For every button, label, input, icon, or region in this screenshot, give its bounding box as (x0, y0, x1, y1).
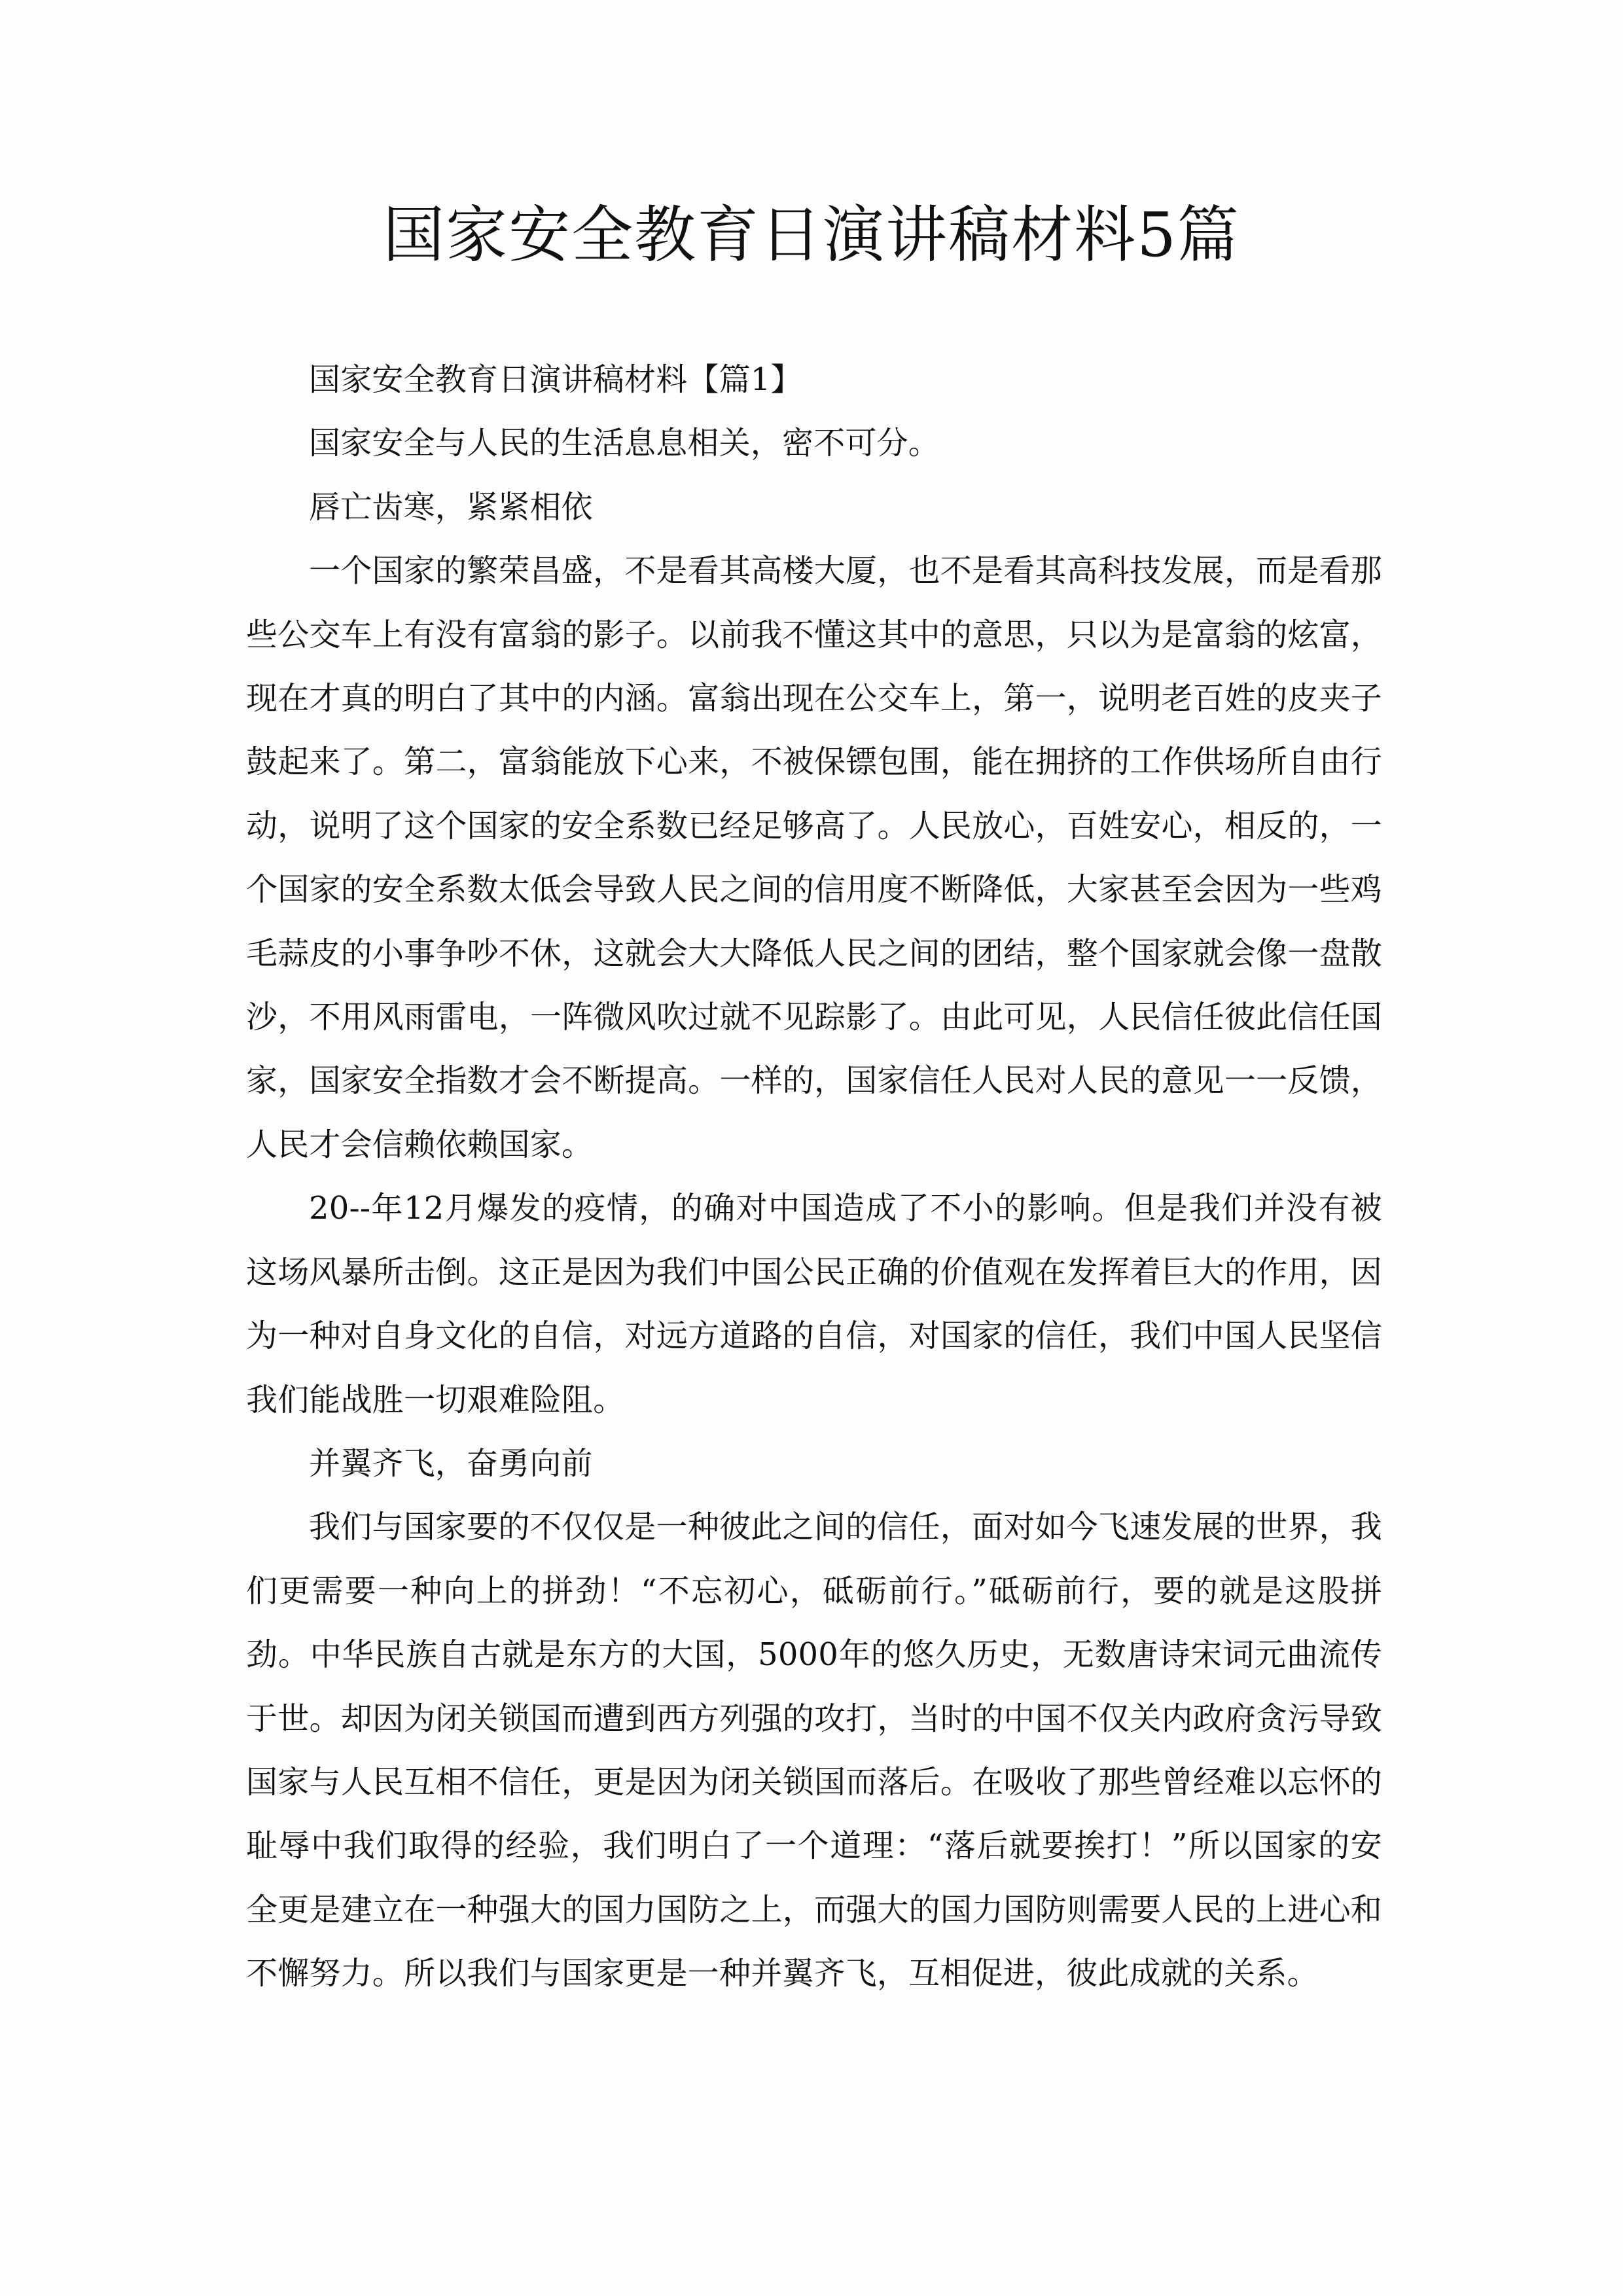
paragraph: 我们与国家要的不仅仅是一种彼此之间的信任，面对如今飞速发展的世界，我们更需要一种向上的拼劲！“不忘初心，砥砺前行。”砥砺前行，要的就是这股拼劲。中华民族自古就是东方的大国，5000年的悠久历史，无数唐诗宋词元曲流传于世。却因为闭关锁国而遭到西方列强的攻打，当时的中国不仅关内政府贪污导致国家与人民互相不信任，更是因为闭关锁国而落后。在吸收了那些曾经难以忘怀的耻辱中我们取得的经验，我们明白了一个道理：“落后就要挨打！”所以国家的安全更是建立在一种强大的国力国防之上，而强大的国力国防则需要人民的上进心和不懈努力。所以我们与国家更是一种并翼齐飞，互相促进，彼此成就的关系。 (246, 1509, 1382, 1992)
paragraph: 20--年12月爆发的疫情，的确对中国造成了不小的影响。但是我们并没有被这场风暴所击倒。这正是因为我们中国公民正确的价值观在发挥着巨大的作用，因为一种对自身文化的自信，对远方道路的自信，对国家的信任，我们中国人民坚信我们能战胜一切艰难险阻。 (246, 1190, 1382, 1418)
section-heading: 国家安全教育日演讲稿材料【篇1】 (309, 361, 802, 398)
subheading: 唇亡齿寒，紧紧相依 (309, 488, 593, 526)
document-title: 国家安全教育日演讲稿材料5篇 (383, 200, 1240, 271)
document-body (246, 348, 1382, 2006)
paragraph: 国家安全与人民的生活息息相关，密不可分。 (309, 425, 940, 462)
subheading: 并翼齐飞，奋勇向前 (309, 1444, 593, 1482)
paragraph: 一个国家的繁荣昌盛，不是看其高楼大厦，也不是看其高科技发展，而是看那些公交车上有没有富翁的影子。以前我不懂这其中的意思，只以为是富翁的炫富，现在才真的明白了其中的内涵。富翁出现在公交车上，第一，说明老百姓的皮夹子鼓起来了。第二，富翁能放下心来，不被保镖包围，能在拥挤的工作供场所自由行动，说明了这个国家的安全系数已经足够高了。人民放心，百姓安心，相反的，一个国家的安全系数太低会导致人民之间的信用度不断降低，大家甚至会因为一些鸡毛蒜皮的小事争吵不休，这就会大大降低人民之间的团结，整个国家就会像一盘散沙，不用风雨雷电，一阵微风吹过就不见踪影了。由此可见，人民信任彼此信任国家，国家安全指数才会不断提高。一样的，国家信任人民对人民的意见一一反馈，人民才会信赖依赖国家。 (246, 552, 1382, 1163)
